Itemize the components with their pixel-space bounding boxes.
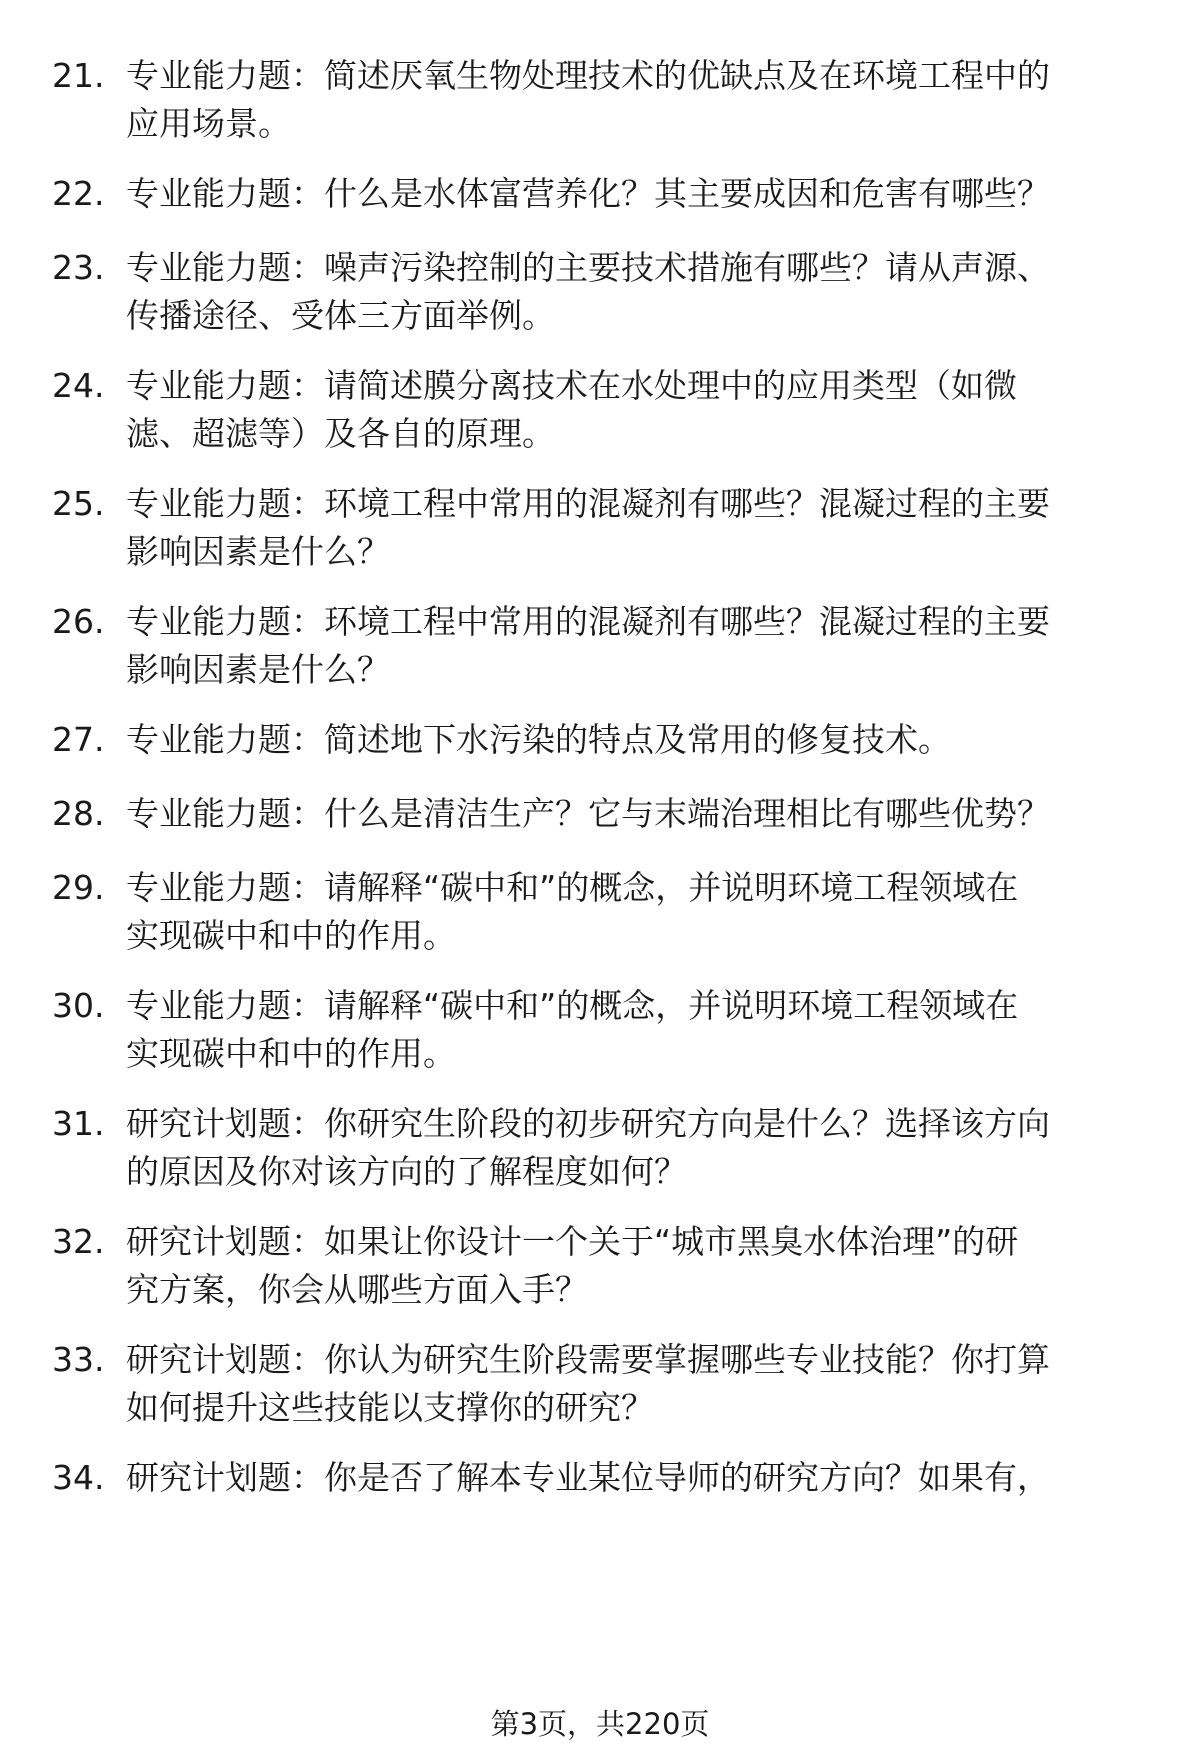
question-number: 30. bbox=[52, 986, 105, 1025]
question-line: 研究计划题：你研究生阶段的初步研究方向是什么？选择该方向 bbox=[126, 1104, 1050, 1143]
question-line: 实现碳中和中的作用。 bbox=[126, 1034, 456, 1073]
question-text bbox=[126, 362, 1146, 458]
question-number: 25. bbox=[52, 484, 105, 523]
question-number: 32. bbox=[52, 1222, 105, 1261]
question-text bbox=[126, 1100, 1146, 1196]
question-line: 专业能力题：什么是水体富营养化？其主要成因和危害有哪些？ bbox=[126, 174, 1050, 213]
question-text bbox=[126, 716, 1146, 764]
question-line: 专业能力题：什么是清洁生产？它与末端治理相比有哪些优势？ bbox=[126, 794, 1050, 833]
question-line: 应用场景。 bbox=[126, 104, 291, 143]
question-line: 研究计划题：你认为研究生阶段需要掌握哪些专业技能？你打算 bbox=[126, 1340, 1050, 1379]
question-line: 影响因素是什么？ bbox=[126, 650, 390, 689]
question-line: 影响因素是什么？ bbox=[126, 532, 390, 571]
question-text bbox=[126, 598, 1146, 694]
question-line: 研究计划题：你是否了解本专业某位导师的研究方向？如果有， bbox=[126, 1458, 1050, 1497]
question-number: 23. bbox=[52, 248, 105, 287]
question-text bbox=[126, 1336, 1146, 1432]
page-footer: 第3页，共220页 bbox=[490, 1707, 710, 1741]
question-text bbox=[126, 480, 1146, 576]
question-line: 专业能力题：请解释“碳中和”的概念，并说明环境工程领域在 bbox=[126, 986, 1019, 1025]
question-line: 如何提升这些技能以支撑你的研究？ bbox=[126, 1388, 654, 1427]
question-line: 滤、超滤等）及各自的原理。 bbox=[126, 414, 555, 453]
question-number: 34. bbox=[52, 1458, 105, 1497]
question-number: 29. bbox=[52, 868, 105, 907]
question-line: 专业能力题：请简述膜分离技术在水处理中的应用类型（如微 bbox=[126, 366, 1017, 405]
question-number: 26. bbox=[52, 602, 105, 641]
question-line: 的原因及你对该方向的了解程度如何？ bbox=[126, 1152, 687, 1191]
question-line: 专业能力题：请解释“碳中和”的概念，并说明环境工程领域在 bbox=[126, 868, 1019, 907]
question-number: 31. bbox=[52, 1104, 105, 1143]
question-line: 专业能力题：简述厌氧生物处理技术的优缺点及在环境工程中的 bbox=[126, 56, 1050, 95]
question-line: 专业能力题：环境工程中常用的混凝剂有哪些？混凝过程的主要 bbox=[126, 602, 1050, 641]
question-line: 传播途径、受体三方面举例。 bbox=[126, 296, 555, 335]
question-line: 究方案，你会从哪些方面入手？ bbox=[126, 1270, 588, 1309]
question-text bbox=[126, 52, 1146, 148]
question-line: 实现碳中和中的作用。 bbox=[126, 916, 456, 955]
question-number: 27. bbox=[52, 720, 105, 759]
question-line: 研究计划题：如果让你设计一个关于“城市黑臭水体治理”的研 bbox=[126, 1222, 1019, 1261]
question-text bbox=[126, 244, 1146, 340]
question-line: 专业能力题：噪声污染控制的主要技术措施有哪些？请从声源、 bbox=[126, 248, 1050, 287]
question-text bbox=[126, 982, 1146, 1078]
question-number: 24. bbox=[52, 366, 105, 405]
question-text bbox=[126, 864, 1146, 960]
question-text bbox=[126, 1218, 1146, 1314]
question-line: 专业能力题：简述地下水污染的特点及常用的修复技术。 bbox=[126, 720, 951, 759]
question-number: 21. bbox=[52, 56, 105, 95]
question-text bbox=[126, 1454, 1146, 1502]
question-number: 28. bbox=[52, 794, 105, 833]
question-line: 专业能力题：环境工程中常用的混凝剂有哪些？混凝过程的主要 bbox=[126, 484, 1050, 523]
question-number: 22. bbox=[52, 174, 105, 213]
question-text bbox=[126, 170, 1146, 218]
question-number: 33. bbox=[52, 1340, 105, 1379]
question-text bbox=[126, 790, 1146, 838]
